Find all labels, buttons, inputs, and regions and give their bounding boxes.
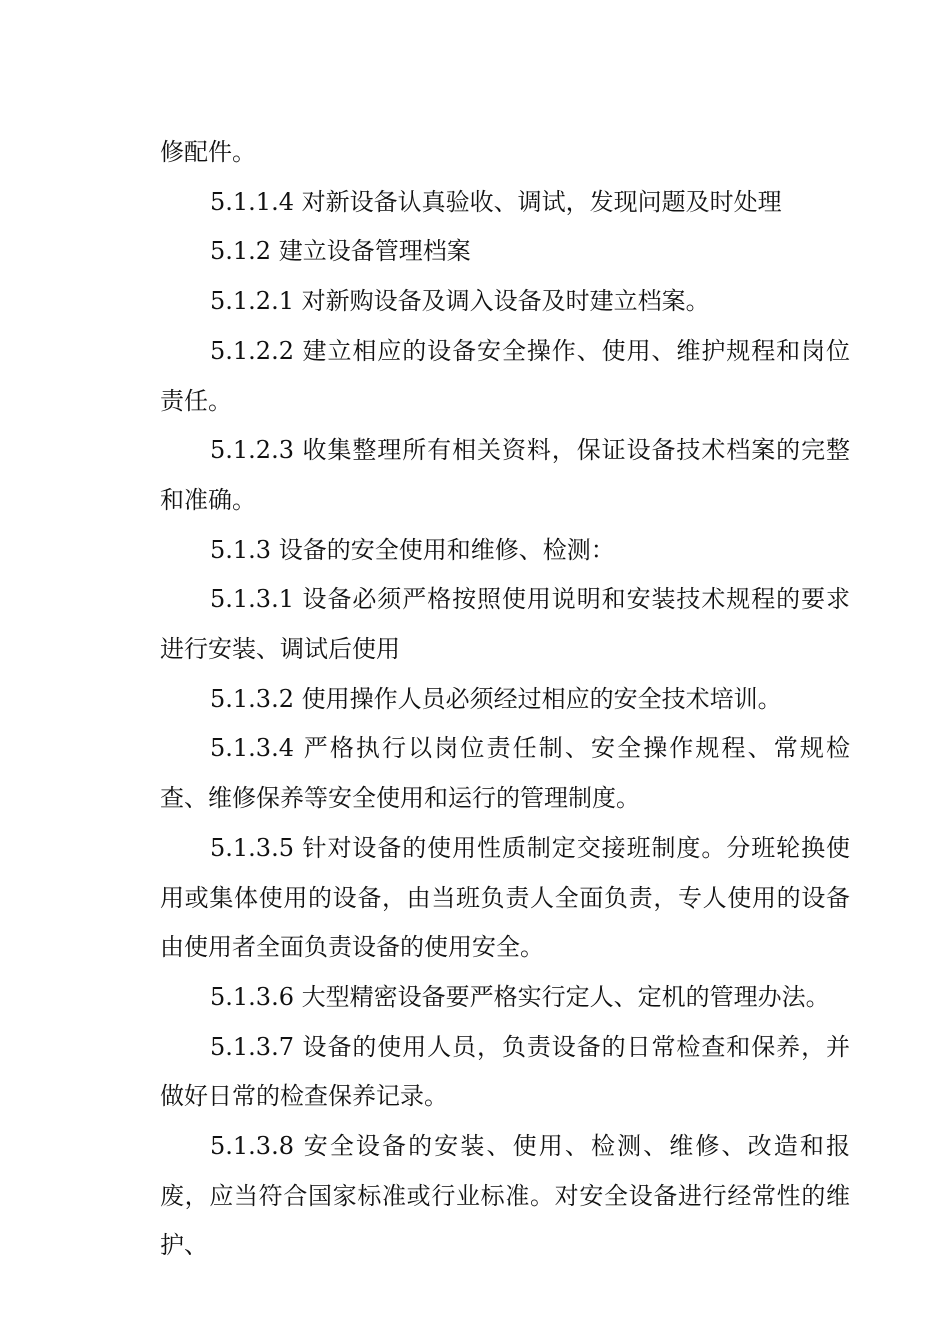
paragraph-5-1-3-4: 5.1.3.4 严格执行以岗位责任制、安全操作规程、常规检查、维修保养等安全使用和运行的管理制度。 <box>160 734 850 813</box>
paragraph-continuation: 修配件。 <box>160 138 256 166</box>
heading-5-1-2: 5.1.2 建立设备管理档案 <box>210 237 471 266</box>
paragraph-5-1-3-7: 5.1.3.7 设备的使用人员，负责设备的日常检查和保养，并做好日常的检查保养记录。 <box>160 1032 850 1111</box>
paragraph-5-1-3-5: 5.1.3.5 针对设备的使用性质制定交接班制度。分班轮换使用或集体使用的设备，由当班负责人全面负责，专人使用的设备由使用者全面负责设备的使用安全。 <box>160 833 850 962</box>
paragraph-5-1-3-2: 5.1.3.2 使用操作人员必须经过相应的安全技术培训。 <box>210 684 782 713</box>
paragraph-5-1-3-8: 5.1.3.8 安全设备的安装、使用、检测、维修、改造和报废，应当符合国家标准或行业标准。对安全设备进行经常性的维护、 <box>160 1132 850 1260</box>
paragraph-5-1-3-6: 5.1.3.6 大型精密设备要严格实行定人、定机的管理办法。 <box>210 982 830 1011</box>
paragraph-5-1-2-2: 5.1.2.2 建立相应的设备安全操作、使用、维护规程和岗位责任。 <box>160 336 850 415</box>
paragraph-5-1-2-1: 5.1.2.1 对新购设备及调入设备及时建立档案。 <box>210 287 710 316</box>
paragraph-5-1-2-3: 5.1.2.3 收集整理所有相关资料，保证设备技术档案的完整和准确。 <box>160 436 850 514</box>
paragraph-5-1-1-4: 5.1.1.4 对新设备认真验收、调试，发现问题及时处理 <box>210 187 782 216</box>
paragraph-5-1-3-1: 5.1.3.1 设备必须严格按照使用说明和安装技术规程的要求进行安装、调试后使用 <box>160 585 850 664</box>
heading-5-1-3: 5.1.3 设备的安全使用和维修、检测： <box>210 535 615 564</box>
document-body <box>160 128 850 1271</box>
